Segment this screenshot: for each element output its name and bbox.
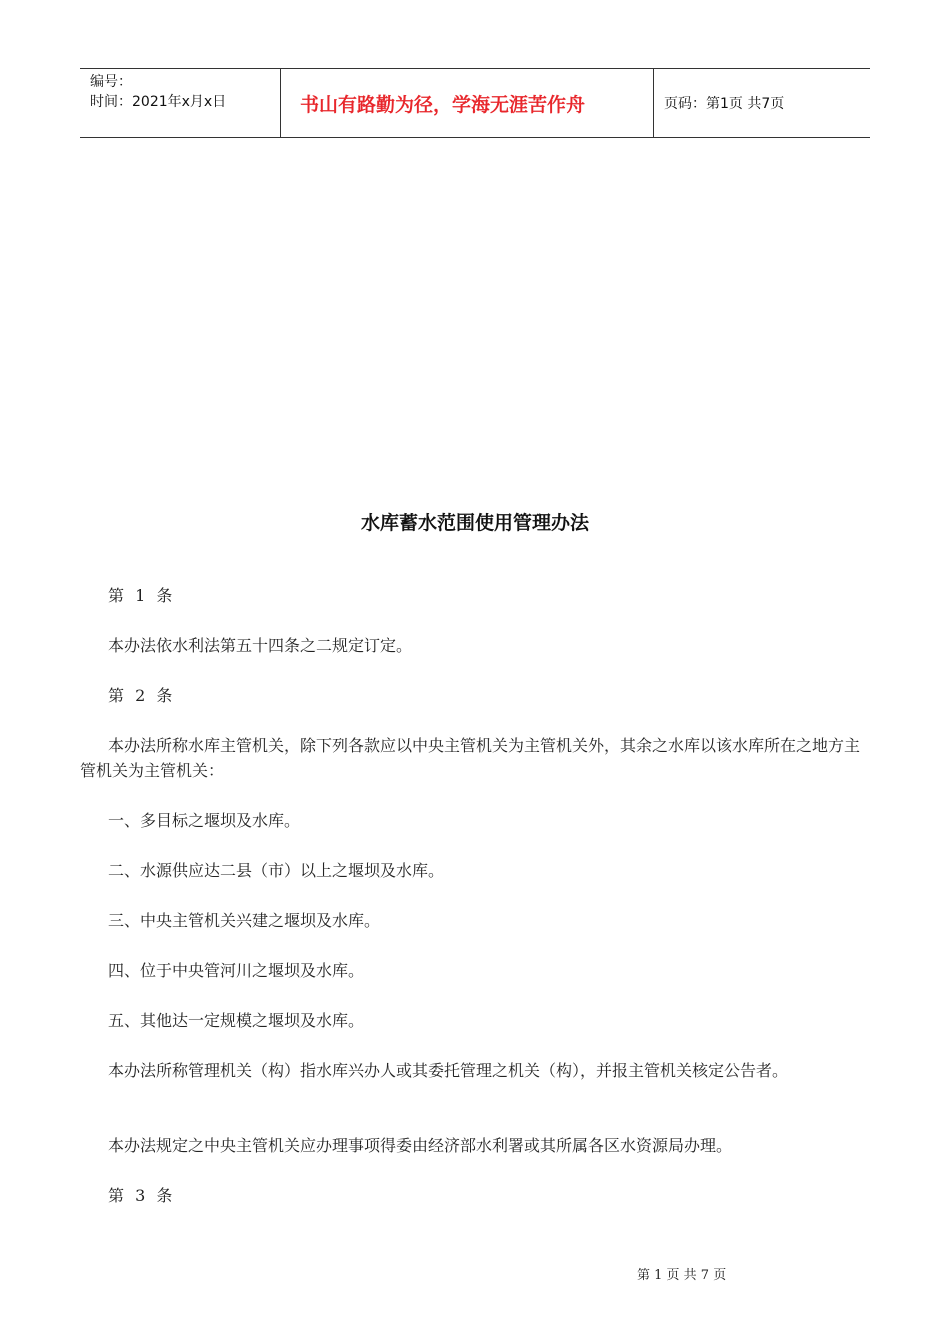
list-item: 三、中央主管机关兴建之堰坝及水库。: [108, 911, 381, 930]
paragraph: 本办法所称管理机关（构）指水库兴办人或其委托管理之机关（构），并报主管机关核定公告者。: [108, 1061, 789, 1080]
motto-text: 书山有路勤为径，学海无涯苦作舟: [300, 93, 586, 116]
article-heading: 第 3 条: [108, 1186, 176, 1205]
article-heading: 第 1 条: [108, 586, 176, 605]
header-meta-cell: [80, 69, 281, 137]
number-label: 编号：: [90, 74, 132, 90]
document-header: [80, 68, 870, 138]
list-item: 一、多目标之堰坝及水库。: [108, 811, 301, 830]
paragraph: 本办法依水利法第五十四条之二规定订定。: [108, 636, 413, 655]
paragraph: 本办法所称水库主管机关，除下列各款应以中央主管机关为主管机关外，其余之水库以该水库所在之地方主管机关为主管机关：: [80, 736, 861, 780]
header-page-cell: [654, 69, 870, 137]
article-heading: 第 2 条: [108, 686, 176, 705]
list-item: 五、其他达一定规模之堰坝及水库。: [108, 1011, 365, 1030]
document-title: 水库蓄水范围使用管理办法: [360, 512, 589, 534]
date-line: 时间：2021年x月x日: [90, 94, 227, 110]
paragraph: 本办法规定之中央主管机关应办理事项得委由经济部水利署或其所属各区水资源局办理。: [108, 1136, 733, 1155]
list-item: 四、位于中央管河川之堰坝及水库。: [108, 961, 365, 980]
header-motto-cell: [281, 69, 654, 137]
list-item: 二、水源供应达二县（市）以上之堰坝及水库。: [108, 861, 445, 880]
page-footer: 第 1 页 共 7 页: [637, 1268, 727, 1283]
header-page-info: 页码：第1页 共7页: [664, 96, 785, 112]
